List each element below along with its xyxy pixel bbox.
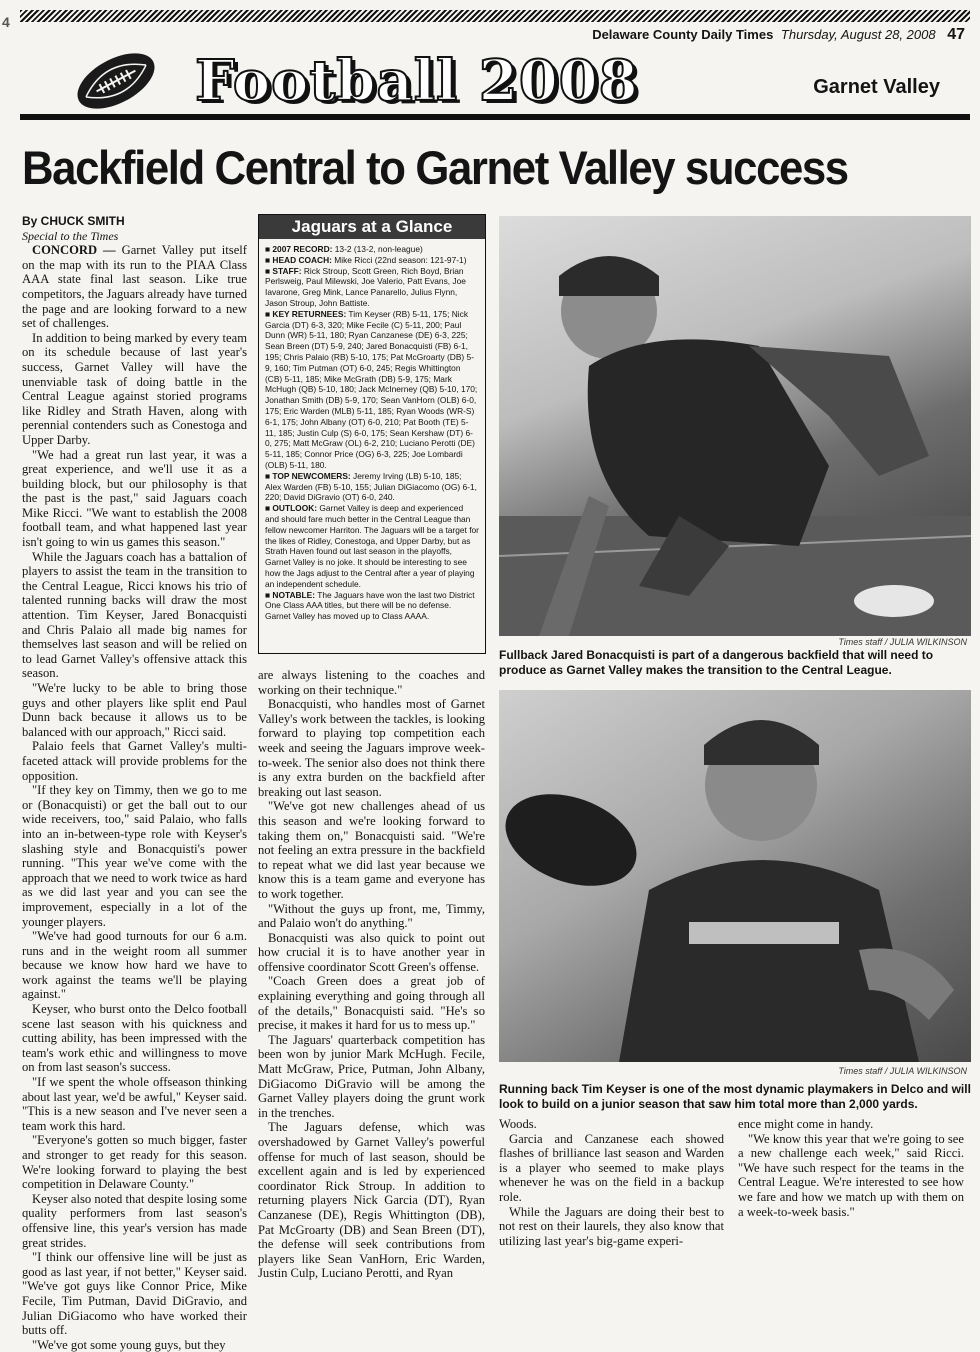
glance-text: Garnet Valley is deep and experienced and should fare much better in the Central League than fellow newcomer Harriton. The Jaguars will be a target for the likes of Ridley, Conestoga, and Upper Darby, but as Strath Haven found out last season in the playoffs, Garnet Valley is no joke. It should be interesting to see how the Jags adjust to the Central after a year of playing an independent schedule. [265,503,479,589]
page-number: 47 [947,26,965,43]
glance-title: Jaguars at a Glance [259,215,485,239]
glance-item: ■ HEAD COACH: Mike Ricci (22nd season: 121-97-1) [265,254,467,265]
paragraph: "We've had good turnouts for our 6 a.m. runs and in the weight room all summer because we know how hard we have to work against the teams we'll be playing against." [22,929,247,1002]
glance-text: Rick Stroup, Scott Green, Rich Boyd, Brian Perlsweig, Paul Milewski, Joe Valerio, Patt Evans, Joe Iavarone, Greg Mink, Lance Panarello, Julius Flynn, Jason Stroup, John Battiste. [265,265,466,308]
paragraph: "We're lucky to be able to bring those guys and other players like split end Paul Dunn back because it allows us to be balanced with our approach," Ricci said. [22,681,247,739]
glance-item: ■ KEY RETURNEES: Tim Keyser (RB) 5-11, 175; Nick Garcia (DT) 6-3, 320; Mike Fecile (C) 5-11, 200; Paul Dunn (WR) 5-11, 180; Ryan Canzanese (DE) 6-3, 225; Sean Breen (DT) 5-9, 240; Jared Bonacquisti (FB) 6-1, 195; Chris Palaio (RB) 5-10, 175; Pat McGroarty (DB) 5-9, 160; Tim Putman (OT) 6-0, 245; Regis Whittington (CB) 5-11, 185; Mike McGrath (DB) 5-9, 175; Mark McHugh (QB) 5-10, 180; Jack McInerney (QB) 5-10, 170; Jonathan Smith (DB) 5-9, 170; Sean VanHorn (OLB) 6-0, 175; Eric Warden (MLB) 5-11, 185; Ryan Woods (WR-S) 6-1, 175; John Albany (OT) 6-0, 210; Pat Booth (TE) 5-11, 185; Justin Culp (S) 6-0, 175; Sean Kershaw (DT) 6-0, 275; Matt McGraw (OL) 6-2, 210; Luciano Perotti (DE) 5-11, 185; Connor Price (OG) 6-3, 225; Joe Lombardi (OLB) 5-11, 180. [265,308,478,470]
article-column-4 [499,1117,724,1248]
glance-label: 2007 RECORD: [272,244,333,254]
glance-item: ■ TOP NEWCOMERS: Jeremy Irving (LB) 5-10, 185; Alex Warden (FB) 5-10, 155; Julian DiGiacomo (OG) 6-1, 220; David DiGravio (OT) 6-0, 240. [265,470,477,503]
glance-label: HEAD COACH: [272,254,332,265]
paragraph: "We've got new challenges ahead of us this season and we're looking forward to taking them on," Bonacquisti said. "We're not feeling an extra pressure in the backfield to repeat what we did last year because we know this is a team game and everyone has to work together. [258,799,485,901]
paragraph: Garnet Valley put itself on the map with its run to the PIAA Class AAA state final last season. Like true competitors, the Jaguars already have turned the page and are looking forward to a new set of challenges. [22,243,247,331]
page-corner-mark: 4 [2,14,10,30]
glance-item: ■ NOTABLE: The Jaguars have won the last two District One Class AAA titles, but there will be no defense. Garnet Valley has moved up to Class AAAA. [265,589,475,622]
paragraph: ence might come in handy. [738,1117,874,1131]
paragraph: Bonacquisti, who handles most of Garnet Valley's work between the tackles, is looking forward to playing top competition each week and seeing the Jaguars improve week-to-week. The senior also does not think there is any extra burden on the backfield after breaking out last season. [258,697,485,799]
byline-affiliation: Special to the Times [22,228,119,243]
glance-label: KEY RETURNEES: [272,308,347,319]
photo-running-back-illustration [499,690,971,1062]
paragraph: Garcia and Canzanese each showed flashes of brilliance last season and Warden is a player who seemed to make plays whenever he was on the field in a backup role. [499,1131,724,1204]
paragraph: While the Jaguars coach has a battalion of players to assist the team in the transition to the Central League, Ricci knows his trio of talented running backs will draw the most attention. Tim Keyser, Jared Bonacquisti and Chris Palaio all made big names for themselves last season and will be relied on to lead Garnet Valley's offensive attack this season. [22,549,247,681]
section-subtitle: Garnet Valley [813,76,940,98]
glance-item: ■ STAFF: Rick Stroup, Scott Green, Rich Boyd, Brian Perlsweig, Paul Milewski, Joe Valerio, Patt Evans, Joe Iavarone, Greg Mink, Lance Panarello, Julius Flynn, Jason Stroup, John Battiste. [265,265,466,308]
issue-date: Thursday, August 28, 2008 [780,27,936,42]
glance-text: Tim Keyser (RB) 5-11, 175; Nick Garcia (DT) 6-3, 320; Mike Fecile (C) 5-11, 200; Paul Dunn (WR) 5-11, 180; Ryan Canzanese (DE) 6-3, 225; Sean Breen (DT) 5-9, 240; Jared Bonacquisti (FB) 6-1, 195; Chris Palaio (RB) 5-10, 175; Pat McGroarty (DB) 5-9, 160; Tim Putman (OT) 6-0, 245; Regis Whittington (CB) 5-11, 185; Mike McGrath (DB) 5-9, 175; Mark McHugh (QB) 5-10, 180; Jack McInerney (QB) 5-10, 170; Jonathan Smith (DB) 5-9, 170; Sean VanHorn (OLB) 6-0, 175; Eric Warden (MLB) 5-11, 185; Ryan Woods (WR-S) 6-1, 175; John Albany (OT) 6-0, 210; Pat Booth (TE) 5-11, 185; Justin Culp (S) 6-0, 175; Sean Kershaw (DT) 6-0, 275; Matt McGraw (OL) 6-2, 210; Luciano Perotti (DE) 5-11, 185; Connor Price (OG) 6-3, 225; Joe Lombardi (OLB) 5-11, 180. [265,308,478,470]
paragraph: Bonacquisti was also quick to point out how crucial it is to have another year in offensive coordinator Scott Green's offense. [258,930,485,974]
paragraph: "If they key on Timmy, then we go to me or (Bonacquisti) or get the ball out to our wide receivers, too," said Palaio, who falls into an in-between-type role with Keyser's slashing style and Bonacquisti's power running. "This year we've come with the approach that we need to work twice as hard as we did last year and you can see the improvement, especially in a lot of the younger players. [22,783,247,929]
glance-label: STAFF: [272,265,302,276]
photo-credit: Times staff / JULIA WILKINSON [838,1066,967,1076]
paragraph: are always listening to the coaches and working on their technique." [258,668,485,697]
paragraph: Keyser also noted that despite losing some quality performers from last season's offensive line, this year's version has made great strides. [22,1191,247,1250]
headline: Backfield Central to Garnet Valley success [22,141,848,194]
photo-fullback-illustration [499,216,971,636]
folio-line [592,26,965,44]
paragraph: "Without the guys up front, me, Timmy, and Palaio won't do anything." [258,901,485,931]
glance-label: NOTABLE: [272,589,316,600]
glance-text: Jeremy Irving (LB) 5-10, 185; Alex Warden (FB) 5-10, 155; Julian DiGiacomo (OG) 6-1, 220; David DiGravio (OT) 6-0, 240. [265,470,477,503]
football-icon [72,50,160,112]
photo-fullback [499,216,971,636]
paragraph: Palaio feels that Garnet Valley's multi-faceted attack will provide problems for the opposition. [22,739,247,783]
glance-text: Mike Ricci (22nd season: 121-97-1) [334,254,467,265]
paragraph: While the Jaguars are doing their best to not rest on their laurels, they also know that utilizing last year's big-game experi- [499,1204,724,1248]
article-column-5 [738,1117,964,1219]
header-rule [20,114,970,120]
paragraph: Keyser, who burst onto the Delco football scene last season with his quickness and cutting ability, has been impressed with the team's work ethic and willingness to move on from last season's success. [22,1002,247,1075]
paragraph: In addition to being marked by every team on its schedule because of last year's success, Garnet Valley will have the unenviable task of doing battle in the Central League against storied programs like Ridley and Strath Haven, along with perennial contenders such as Conestoga and Upper Darby. [22,330,247,447]
byline: By CHUCK SMITH [22,214,125,228]
paragraph: "We've got some young guys, but they [32,1337,226,1352]
paragraph: "If we spent the whole offseason thinking about last year, we'd be awful," Keyser said. "This is a new season and I've never seen a team work this hard. [22,1075,247,1133]
lead-paragraph [22,243,247,331]
glance-box [258,214,486,654]
paragraph: The Jaguars defense, which was overshadowed by Garnet Valley's powerful offense for much of last season, should be excellent again and is led by experienced coordinator Rick Stroup. In addition to returning players Nick Garcia (DT), Ryan Canzanese (DE), Regis Whittington (DB), Pat McGroarty (DB) and Sean Breen (DT), the defense will seek contributions from players like Sean VanHorn, Eric Warden, Justin Culp, Luciano Perotti, and Ryan [258,1120,485,1281]
photo-credit: Times staff / JULIA WILKINSON [838,637,967,647]
paragraph: "We had a great run last year, it was a great experience, and we'll use it as a building block, but our philosophy is that the past is the past," said Jaguars coach Mike Ricci. "We want to establish the 2008 football team, and what happened last year isn't going to win us games this season." [22,447,247,550]
glance-label: TOP NEWCOMERS: [272,470,351,481]
section-title: Football 2008 [195,48,639,114]
paragraph: "Everyone's gotten so much bigger, faster and stronger to get ready for this season. We're looking forward to playing the best competition in Delaware County." [22,1133,247,1192]
paragraph: "Coach Green does a great job of explaining everything and going through all of the details," Bonacquisti said. "He's so precise, it makes it hard for us to mess up." [258,974,485,1033]
glance-item: ■ OUTLOOK: Garnet Valley is deep and experienced and should fare much better in the Central League than fellow newcomer Harriton. The Jaguars will be a target for the likes of Ridley, Conestoga, and Upper Darby, but as Strath Haven found out last season in the playoffs, Garnet Valley is no joke. It should be interesting to see how the Jags adjust to the Central after a year of playing an independent schedule. [265,503,479,589]
glance-label: OUTLOOK: [272,503,318,514]
photo-caption: Running back Tim Keyser is one of the most dynamic playmakers in Delco and will look to build on a junior season that saw him total more than 2,000 yards. [499,1082,971,1111]
article-column-3 [258,668,485,1281]
top-decorative-stripe [20,10,970,22]
dateline: CONCORD — [32,243,116,258]
photo-caption: Fullback Jared Bonacquisti is part of a dangerous backfield that will need to produce as Garnet Valley makes the transition to the Central League. [499,648,934,677]
paragraph: Woods. [499,1117,537,1131]
glance-text: 13-2 (13-2, non-league) [334,244,423,254]
paper-name: Delaware County Daily Times [592,27,774,42]
photo-running-back [499,690,971,1062]
article-column-1 [22,214,247,1352]
paragraph: "We know this year that we're going to see a new challenge each week," said Ricci. "We have such respect for the teams in the Central League. We're interested to see how we fare and how we match up with them on a week-to-week basis." [738,1131,964,1219]
paragraph: The Jaguars' quarterback competition has been won by junior Mark McHugh. Fecile, Matt McGraw, Price, Putman, John Albany, DiGiacomo DiGravio will be among the Garnet Valley players doing the grunt work in the trenches. [258,1032,485,1120]
glance-text: The Jaguars have won the last two District One Class AAA titles, but there will be no defense. Garnet Valley has moved up to Class AAAA. [265,589,475,622]
paragraph: "I think our offensive line will be just as good as last year, if not better," Keyser said. "We've got guys like Connor Price, Mike Fecile, Tim Putman, David DiGravio, and Julian DiGiacomo who have worked their butts off. [22,1250,247,1338]
glance-item: ■ 2007 RECORD: 13-2 (13-2, non-league) [265,244,423,254]
